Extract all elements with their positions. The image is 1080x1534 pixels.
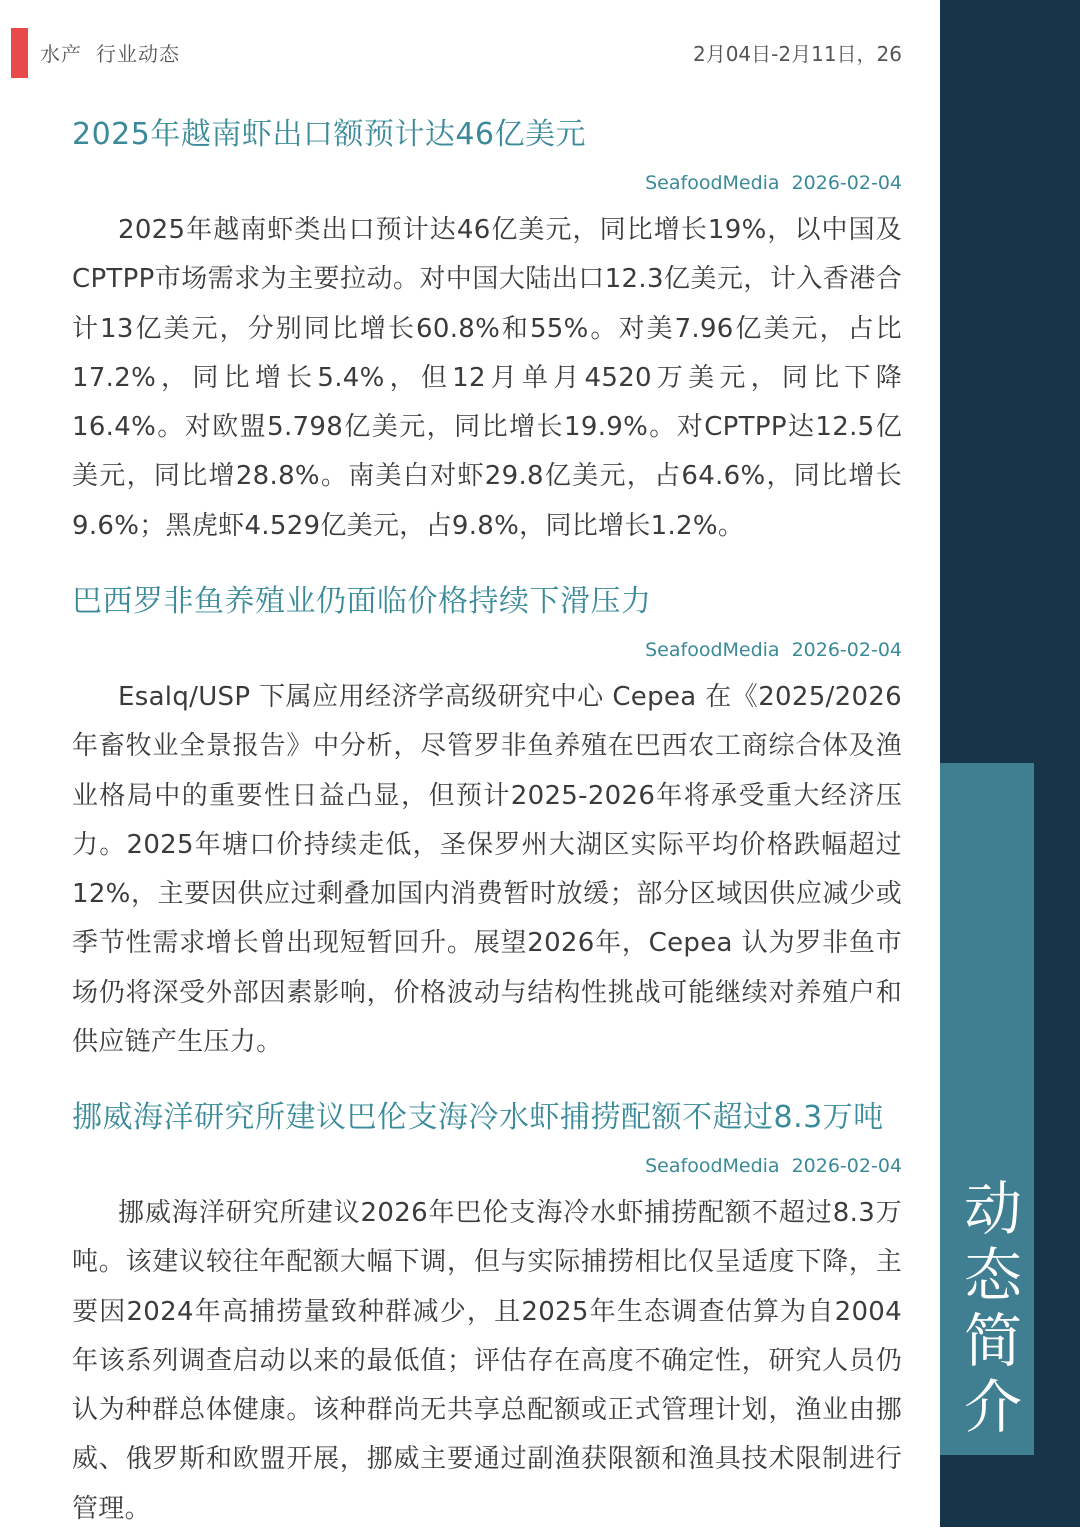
- article-body: Esalq/USP 下属应用经济学高级研究中心 Cepea 在《2025/2026年畜牧业全景报告》中分析，尽管罗非鱼养殖在巴西农工商综合体及渔业格局中的重要性日益凸显，但预计2025-2026年将承受重大经济压力。2025年塘口价持续走低，圣保罗州大湖区实际平均价格跌幅超过12%，主要因供应过剩叠加国内消费暂时放缓；部分区域因供应减少或季节性需求增长曾出现短暂回升。展望2026年，Cepea 认为罗非鱼市场仍将深受外部因素影响，价格波动与结构性挑战可能继续对养殖户和供应链产生压力。: [72, 682, 902, 1058]
- article-vietnam-shrimp: [72, 115, 902, 551]
- article-date: 2026-02-04: [791, 639, 902, 661]
- article-title: 2025年越南虾出口额预计达46亿美元: [72, 117, 587, 152]
- header-category-label: 水产: [40, 42, 82, 66]
- article-source-line: [72, 1153, 902, 1179]
- article-body: 2025年越南虾类出口预计达46亿美元，同比增长19%，以中国及CPTPP市场需求为主要拉动。对中国大陆出口12.3亿美元，计入香港合计13亿美元，分别同比增长60.8%和55%。对美7.96亿美元，占比17.2%，同比增长5.4%，但12月单月4520万美元，同比下降16.4%。对欧盟5.798亿美元，同比增长19.9%。对CPTPP达12.5亿美元，同比增28.8%。南美白对虾29.8亿美元，占64.6%，同比增长9.6%；黑虎虾4.529亿美元，占9.8%，同比增长1.2%。: [72, 215, 902, 541]
- article-title: 挪威海洋研究所建议巴伦支海冷水虾捕捞配额不超过8.3万吨: [72, 1100, 884, 1135]
- article-source: SeafoodMedia: [645, 172, 780, 194]
- article-source: SeafoodMedia: [645, 1155, 780, 1177]
- article-date: 2026-02-04: [791, 172, 902, 194]
- header-accent-bar: [11, 28, 28, 78]
- article-title: 巴西罗非鱼养殖业仍面临价格持续下滑压力: [72, 584, 652, 619]
- header-section-label: 行业动态: [96, 42, 180, 66]
- article-barents-shrimp-quota: [72, 1098, 902, 1534]
- article-source-line: [72, 637, 902, 663]
- article-source: SeafoodMedia: [645, 639, 780, 661]
- header-category: [40, 38, 180, 67]
- article-date: 2026-02-04: [791, 1155, 902, 1177]
- article-body: 挪威海洋研究所建议2026年巴伦支海冷水虾捕捞配额不超过8.3万吨。该建议较往年配额大幅下调，但与实际捕捞相比仅呈适度下降，主要因2024年高捕捞量致种群减少，且2025年生态调查估算为自2004年该系列调查启动以来的最低值；评估存在高度不确定性，研究人员仍认为种群总体健康。该种群尚无共享总配额或正式管理计划，渔业由挪威、俄罗斯和欧盟开展，挪威主要通过副渔获限额和渔具技术限制进行管理。: [72, 1198, 902, 1524]
- sidebar-label: 动 态 简 介: [963, 1175, 1022, 1441]
- article-source-line: [72, 170, 902, 196]
- article-brazil-tilapia: [72, 582, 902, 1067]
- header-date-range: 2月04日-2月11日，26: [692, 42, 902, 66]
